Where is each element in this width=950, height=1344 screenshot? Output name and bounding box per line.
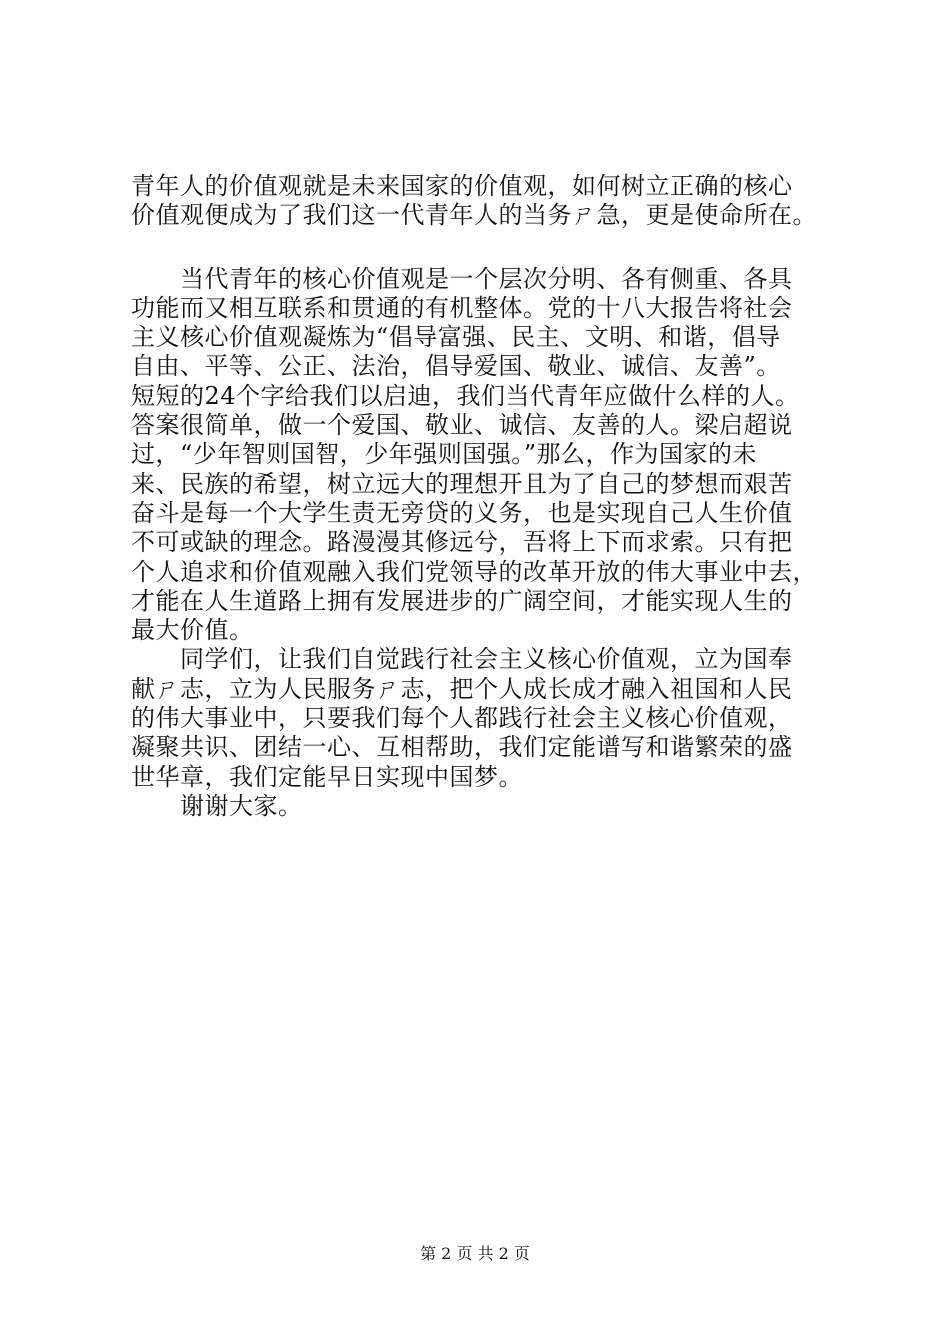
text-line: 当代青年的核心价值观是一个层次分明、各有侧重、各具 xyxy=(131,264,793,293)
text-line: 世华章，我们定能早日实现中国梦。 xyxy=(131,762,523,791)
text-line: 最大价值。 xyxy=(131,616,254,645)
text-line: 才能在人生道路上拥有发展进步的广阔空间，才能实现人生的 xyxy=(131,586,793,615)
text-line: 过，“少年智则国智，少年强则国强。”那么，作为国家的未 xyxy=(131,440,758,469)
text-line: 献ㄕ志，立为人民服务ㄕ志，把个人成长成才融入祖国和人民 xyxy=(131,674,793,703)
text-line: 短短的24个字给我们以启迪，我们当代青年应做什么样的人。 xyxy=(131,381,800,410)
text-line: 奋斗是每一个大学生责无旁贷的义务，也是实现自己人生价值 xyxy=(131,498,793,527)
text-line: 来、民族的希望，树立远大的理想开且为了自己的梦想而艰苦 xyxy=(131,469,793,498)
page-footer xyxy=(0,1244,950,1264)
text-line: 谢谢大家。 xyxy=(131,791,303,820)
text-line: 的伟大事业中，只要我们每个人都践行社会主义核心价值观， xyxy=(131,704,793,733)
text-line: 个人追求和价值观融入我们党领导的改革开放的伟大事业中去， xyxy=(131,557,817,586)
text-line: 凝聚共识、团结一心、互相帮助，我们定能谱写和谐繁荣的盛 xyxy=(131,733,793,762)
text-line: 青年人的价值观就是未来国家的价值观，如何树立正确的核心 xyxy=(131,172,793,200)
text-line: 价值观便成为了我们这一代青年人的当务ㄕ急，更是使命所在。 xyxy=(131,201,817,230)
document-body xyxy=(131,172,831,821)
text-line: 自由、平等、公正、法治，倡导爱国、敬业、诚信、友善”。 xyxy=(131,352,781,381)
text-line: 不可或缺的理念。路漫漫其修远兮，吾将上下而求索。只有把 xyxy=(131,528,793,557)
text-line: 主义核心价值观凝炼为“倡导富强、民主、文明、和谐，倡导 xyxy=(131,323,781,352)
paragraph-gap xyxy=(131,231,831,265)
text-line: 功能而又相互联系和贯通的有机整体。党的十八大报告将社会 xyxy=(131,293,793,322)
page-number-label: 第 2 页 共 2 页 xyxy=(420,1244,530,1263)
text-line: 答案很简单，做一个爱国、敬业、诚信、友善的人。梁启超说 xyxy=(131,411,793,440)
text-line: 同学们，让我们自觉践行社会主义核心价值观，立为国奉 xyxy=(131,645,793,674)
